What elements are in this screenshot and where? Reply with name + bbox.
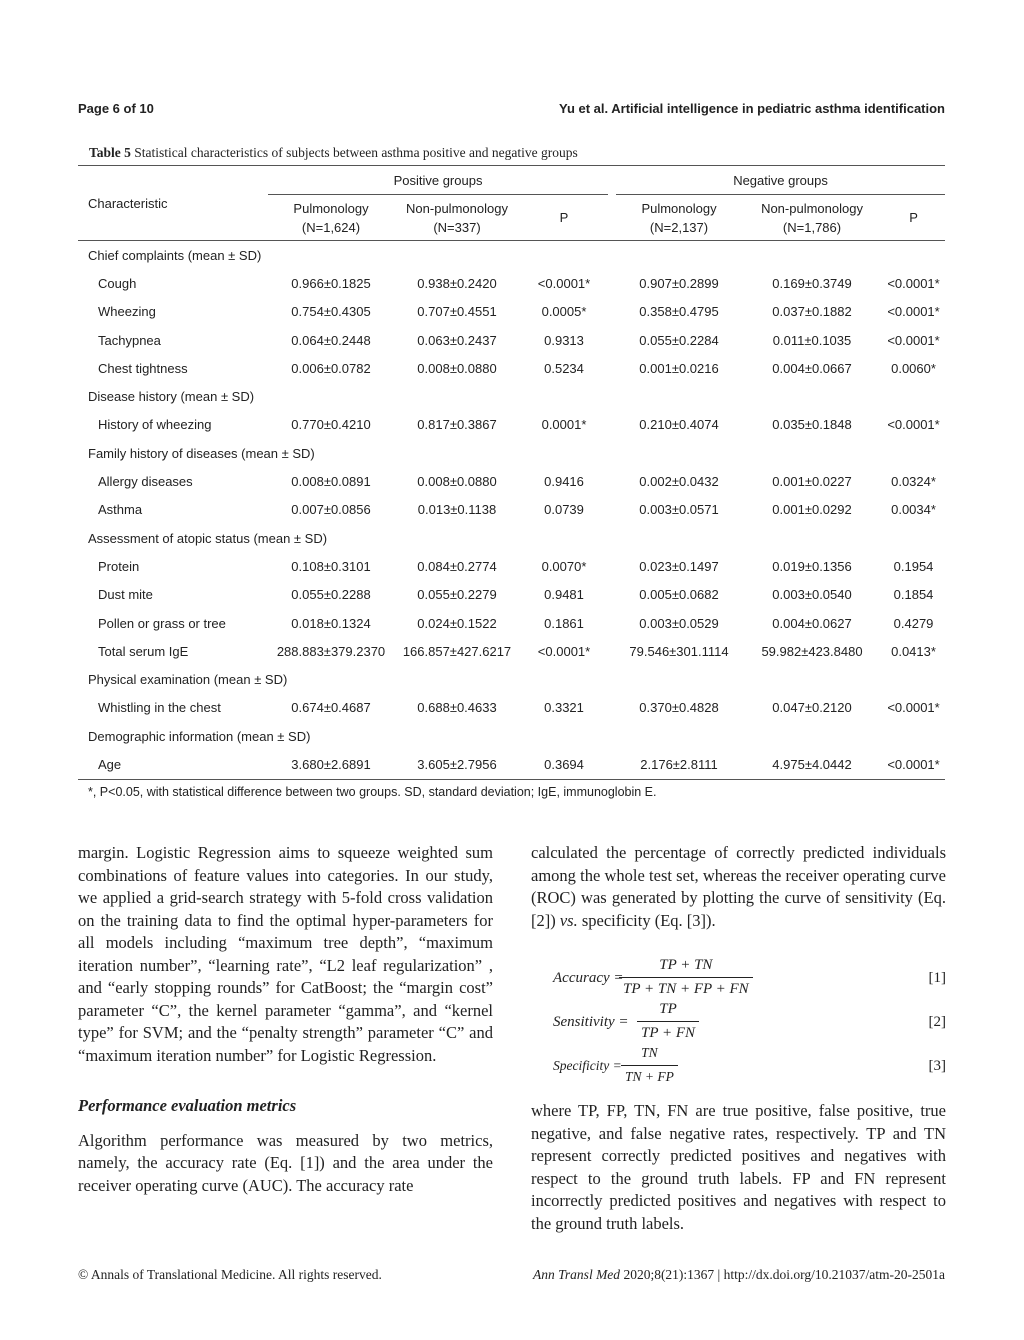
equation-accuracy: Accuracy = $\frac{TP + TN}{TP + TN + FP + FN}$ [1]	[531, 954, 946, 998]
category-row	[78, 524, 945, 552]
row-label: Protein	[98, 558, 140, 574]
pos-p-cell: 0.3321	[544, 700, 584, 716]
row-label: Tachypnea	[98, 332, 161, 348]
table-row	[78, 467, 945, 495]
neg-p-cell: 0.4279	[893, 615, 934, 631]
table-5	[78, 165, 945, 780]
category-row	[78, 665, 945, 693]
pos-p-cell: 0.1861	[544, 615, 584, 631]
pos-p-cell: 0.3694	[544, 756, 584, 772]
neg-p-cell: 0.1854	[893, 587, 934, 603]
pos-p-cell: 0.9481	[544, 587, 584, 603]
category-label: Chief complaints (mean ± SD)	[88, 247, 262, 263]
table-row	[78, 269, 945, 297]
category-label: Family history of diseases (mean ± SD)	[88, 445, 315, 461]
left-column	[78, 842, 493, 1197]
table-caption-label: Table 5	[89, 145, 131, 160]
pos-pulmonology-cell: 0.108±0.3101	[291, 558, 371, 574]
right-paragraph-2: where TP, FP, TN, FN are true positive, false positive, true negative, and false negative rates, respectively. TP and TN represent correctly predicted positives and negatives with respect to the ground truth labels. FP and FN represent incorrectly predicted positives and negatives with respect to the ground truth labels.	[531, 1101, 946, 1233]
category-label: Assessment of atopic status (mean ± SD)	[88, 530, 328, 546]
pos-nonpulmonology-cell: 0.063±0.2437	[417, 332, 497, 348]
neg-pulmonology-cell: 0.023±0.1497	[639, 558, 719, 574]
section-title: Performance evaluation metrics	[78, 1096, 297, 1115]
pos-p-cell: <0.0001*	[537, 643, 591, 659]
neg-nonpulmonology-cell: 0.035±0.1848	[772, 417, 852, 433]
pos-nonpulmonology-cell: 3.605±2.7956	[417, 756, 497, 772]
row-label: Total serum IgE	[98, 643, 189, 659]
neg-nonpulmonology-cell: 0.047±0.2120	[772, 700, 852, 716]
neg-p-cell: <0.0001*	[887, 756, 940, 772]
pos-nonpulmonology-cell: 0.008±0.0880	[417, 360, 497, 376]
pos-pulmonology-cell: 0.055±0.2288	[291, 587, 371, 603]
table-row	[78, 581, 945, 609]
table-row	[78, 411, 945, 439]
row-label: Dust mite	[98, 587, 153, 603]
pos-pulmonology-cell: 3.680±2.6891	[291, 756, 371, 772]
pos-p-cell: <0.0001*	[537, 275, 591, 291]
neg-nonpulmonology-cell: 0.037±0.1882	[772, 304, 852, 320]
table-row	[78, 609, 945, 637]
equation-sensitivity: Sensitivity = $\frac{TP}{TP + FN}$ [2]	[531, 998, 946, 1042]
pos-p-cell: 0.9416	[544, 474, 584, 490]
neg-p-cell: 0.0034*	[891, 502, 936, 518]
category-label: Demographic information (mean ± SD)	[88, 728, 311, 744]
table-body	[78, 241, 945, 780]
page-number: Page 6 of 10	[78, 101, 154, 116]
table-row	[78, 694, 945, 722]
left-paragraph-1: margin. Logistic Regression aims to squeeze weighted sum combinations of feature values into categories. In our study, we applied a grid-search strategy with 5-fold cross validation on the training data to find the optimal hyper-parameters for all models including “maximum tree depth”, “maximum iteration number”, “learning rate”, “L2 leaf regularization” , and “early stopping rounds” for CatBoost; the “margin cost” parameter “C”, the kernel parameter “gamma”, and “kernel type” for SVM; and the “penalty strength” parameter “C” and “maximum iteration number” for Logistic Regression.	[78, 843, 493, 1065]
neg-pulmonology-cell: 79.546±301.1114	[629, 643, 729, 659]
category-row	[78, 241, 945, 270]
pos-pulmonology-cell: 0.770±0.4210	[291, 417, 371, 433]
pos-pulmonology-cell: 0.007±0.0856	[291, 502, 371, 518]
pos-pulmonology-cell: 0.754±0.4305	[291, 304, 371, 320]
neg-pulmonology-cell: 0.907±0.2899	[639, 275, 719, 291]
right-column	[531, 842, 946, 1235]
category-row	[78, 382, 945, 410]
pos-p-cell: 0.0005*	[541, 304, 587, 320]
neg-p-cell: 0.0324*	[891, 474, 936, 490]
pos-nonpulmonology-cell: 0.008±0.0880	[417, 474, 497, 490]
neg-p-cell: 0.0413*	[891, 643, 936, 659]
table-row	[78, 354, 945, 382]
neg-nonpulmonology-cell: 0.001±0.0227	[772, 474, 852, 490]
neg-pulmonology-header: Pulmonology (N=2,137)	[641, 200, 717, 235]
neg-nonpulmonology-cell: 0.004±0.0627	[772, 615, 852, 631]
pos-nonpulmonology-cell: 0.688±0.4633	[417, 700, 497, 716]
neg-p-cell: <0.0001*	[887, 700, 940, 716]
table-row	[78, 750, 945, 779]
category-row	[78, 439, 945, 467]
pos-nonpulmonology-cell: 0.817±0.3867	[417, 417, 497, 433]
pos-pulmonology-cell: 0.966±0.1825	[291, 275, 371, 291]
neg-p-cell: <0.0001*	[887, 304, 940, 320]
neg-nonpulmonology-cell: 0.011±0.1035	[772, 332, 852, 348]
table-footnote: *, P<0.05, with statistical difference between two groups. SD, standard deviation; IgE, immunoglobin E.	[88, 785, 657, 799]
pos-nonpulmonology-cell: 166.857±427.6217	[402, 643, 512, 659]
pos-p-cell: 0.5234	[544, 360, 584, 376]
pos-p-cell: 0.9313	[544, 332, 584, 348]
neg-p-cell: <0.0001*	[887, 417, 940, 433]
equation-specificity: Specificity = $\frac{TN}{TN + FP}$ [3]	[531, 1042, 946, 1086]
pos-p-cell: 0.0001*	[541, 417, 587, 433]
table-row	[78, 496, 945, 524]
table-row	[78, 552, 945, 580]
pos-nonpulmonology-cell: 0.938±0.2420	[417, 275, 497, 291]
positive-groups-header: Positive groups	[268, 166, 608, 195]
pos-pulmonology-cell: 288.883±379.2370	[276, 643, 386, 659]
right-paragraph-1: calculated the percentage of correctly predicted individuals among the whole test set, whereas the receiver operating curve (ROC) was generated by plotting the curve of sensitivity (Eq. [2]) vs. specificity (Eq. [3]).	[531, 843, 946, 930]
pos-nonpulmonology-cell: 0.024±0.1522	[417, 615, 497, 631]
pos-pulmonology-cell: 0.018±0.1324	[291, 615, 371, 631]
neg-p-cell: <0.0001*	[887, 332, 940, 348]
row-label: Cough	[98, 275, 137, 291]
pos-nonpulmonology-cell: 0.055±0.2279	[417, 587, 497, 603]
left-paragraph-2: Algorithm performance was measured by two metrics, namely, the accuracy rate (Eq. [1]) and the area under the receiver operating curve (AUC). The accuracy rate	[78, 1130, 493, 1195]
neg-nonpulmonology-cell: 0.004±0.0667	[772, 360, 852, 376]
neg-pulmonology-cell: 0.210±0.4074	[639, 417, 719, 433]
pos-pulmonology-header: Pulmonology (N=1,624)	[293, 200, 369, 235]
row-label: Asthma	[98, 502, 143, 518]
pos-pulmonology-cell: 0.064±0.2448	[291, 332, 371, 348]
neg-pulmonology-cell: 0.003±0.0571	[639, 502, 719, 518]
row-label: Allergy diseases	[98, 474, 193, 490]
row-label: Chest tightness	[98, 360, 188, 376]
table-caption	[89, 145, 578, 161]
neg-nonpulmonology-cell: 0.003±0.0540	[772, 587, 852, 603]
table-row	[78, 326, 945, 354]
neg-nonpulmonology-cell: 59.982±423.8480	[761, 643, 863, 659]
neg-nonpulmonology-cell: 4.975±4.0442	[772, 756, 852, 772]
pos-nonpulmonology-cell: 0.707±0.4551	[417, 304, 497, 320]
category-label: Physical examination (mean ± SD)	[88, 672, 288, 688]
neg-pulmonology-cell: 0.358±0.4795	[639, 304, 719, 320]
pos-pulmonology-cell: 0.674±0.4687	[291, 700, 371, 716]
negative-groups-header: Negative groups	[616, 166, 945, 195]
table-row	[78, 637, 945, 665]
neg-pulmonology-cell: 0.055±0.2284	[639, 332, 719, 348]
neg-pulmonology-cell: 0.002±0.0432	[639, 474, 719, 490]
pos-nonpulmonology-cell: 0.084±0.2774	[417, 558, 497, 574]
page-header	[78, 101, 945, 121]
row-label: History of wheezing	[98, 417, 212, 433]
pos-pulmonology-cell: 0.008±0.0891	[291, 474, 371, 490]
pos-nonpulmonology-header: Non-pulmonology (N=337)	[406, 200, 508, 235]
row-label: Wheezing	[98, 304, 156, 320]
pos-p-cell: 0.0070*	[541, 558, 587, 574]
neg-p-cell: 0.1954	[893, 558, 934, 574]
neg-pulmonology-cell: 0.005±0.0682	[639, 587, 719, 603]
table-row	[78, 298, 945, 326]
pos-nonpulmonology-cell: 0.013±0.1138	[417, 502, 497, 518]
copyright: © Annals of Translational Medicine. All rights reserved.	[78, 1267, 382, 1282]
neg-p-cell: 0.0060*	[891, 360, 936, 376]
running-title: Yu et al. Artificial intelligence in pediatric asthma identification	[559, 101, 945, 116]
neg-p-cell: <0.0001*	[887, 275, 940, 291]
characteristic-header: Characteristic	[88, 195, 168, 211]
citation: Ann Transl Med 2020;8(21):1367 | http://dx.doi.org/10.21037/atm-20-2501a	[533, 1267, 945, 1282]
table-caption-text: Statistical characteristics of subjects between asthma positive and negative groups	[134, 145, 578, 160]
row-label: Age	[98, 756, 122, 772]
pos-p-cell: 0.0739	[544, 502, 584, 518]
pos-pulmonology-cell: 0.006±0.0782	[291, 360, 371, 376]
neg-nonpulmonology-cell: 0.169±0.3749	[772, 275, 852, 291]
neg-pulmonology-cell: 0.001±0.0216	[639, 360, 719, 376]
neg-pulmonology-cell: 2.176±2.8111	[640, 756, 718, 772]
neg-nonpulmonology-cell: 0.001±0.0292	[772, 502, 852, 518]
pos-p-header: P	[559, 210, 569, 225]
neg-nonpulmonology-header: Non-pulmonology (N=1,786)	[761, 200, 863, 235]
category-label: Disease history (mean ± SD)	[88, 389, 255, 405]
neg-pulmonology-cell: 0.003±0.0529	[639, 615, 719, 631]
category-row	[78, 722, 945, 750]
neg-pulmonology-cell: 0.370±0.4828	[639, 700, 719, 716]
statistics-table	[78, 165, 945, 780]
row-label: Whistling in the chest	[98, 700, 221, 716]
row-label: Pollen or grass or tree	[98, 615, 226, 631]
neg-p-header: P	[909, 210, 918, 225]
neg-nonpulmonology-cell: 0.019±0.1356	[772, 558, 852, 574]
